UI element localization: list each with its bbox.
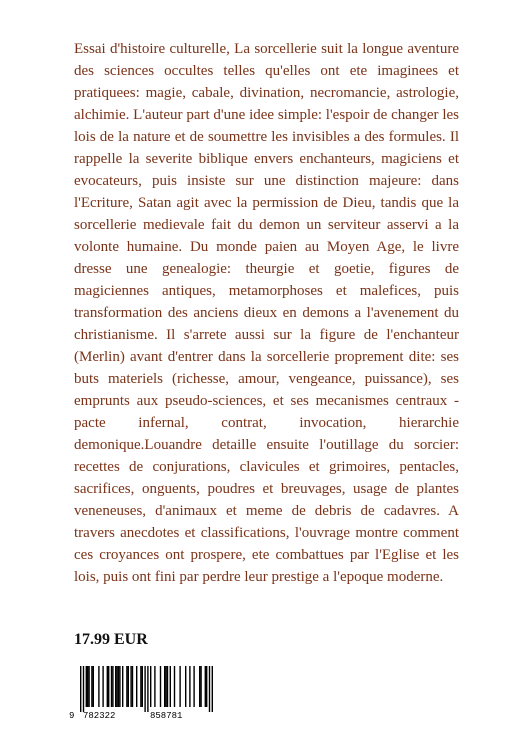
- barcode-bar: [164, 666, 165, 707]
- barcode-bar: [189, 666, 190, 707]
- barcode-bar: [122, 666, 123, 707]
- barcode-right-digits: 858781: [150, 711, 183, 720]
- barcode-bar: [185, 666, 186, 707]
- barcode-bar: [108, 666, 109, 707]
- barcode-left-digits: 782322: [83, 711, 116, 720]
- barcode-bar: [179, 666, 180, 707]
- barcode-bar: [165, 666, 166, 707]
- barcode-bar: [136, 666, 137, 707]
- barcode-bar: [111, 666, 112, 707]
- barcode-graphic: [66, 664, 226, 720]
- barcode-bar: [107, 666, 108, 707]
- barcode-bar: [115, 666, 116, 707]
- barcode-bar: [209, 666, 210, 712]
- barcode-bar: [206, 666, 207, 707]
- barcode-bar: [102, 666, 103, 707]
- barcode-bar: [193, 666, 194, 707]
- barcode-bar: [116, 666, 117, 707]
- barcode-bar: [199, 666, 200, 707]
- barcode-bar: [118, 666, 119, 707]
- barcode-bar: [98, 666, 99, 707]
- barcode-bar: [200, 666, 201, 707]
- barcode-bar: [83, 666, 84, 712]
- barcode-bar: [128, 666, 129, 707]
- barcode-bar: [150, 666, 151, 707]
- barcode-lead-digit: 9: [69, 711, 75, 720]
- barcode-bar: [112, 666, 113, 707]
- barcode-bar: [160, 666, 161, 707]
- barcode-bar: [87, 666, 88, 707]
- barcode-bar: [86, 666, 87, 707]
- barcode-bar: [126, 666, 127, 707]
- book-description: Essai d'histoire culturelle, La sorcellerie suit la longue aventure des sciences occultes telles qu'elles ont ete imaginees et pratiquees: magie, cabale, divination, necromancie, astrologie, alchimie. L'auteur part d'une idee simple: l'espoir de changer les lois de la nature et de soumettre les invisibles a des formules. Il rappelle la severite biblique envers enchanteurs, magiciens et evocateurs, puis insiste sur une distinction majeure: dans l'Ecriture, Satan agit avec la permission de Dieu, tandis que la sorcellerie medievale fait du demon un serviteur asservi a la volonte humaine. Du monde paien au Moyen Age, le livre dresse une genealogie: theurgie et goetie, figures de magiciennes antiques, metamorphoses et malefices, puis transformation des anciens dieux en demons a l'avenement du christianisme. Il s'arrete aussi sur la figure de l'enchanteur (Merlin) avant d'entrer dans la sorcellerie proprement dite: ses buts materiels (richesse, amour, vengeance, puissance), ses emprunts aux pseudo-sciences, et ses mecanismes centraux - pacte infernal, contrat, invocation, hierarchie demonique.Louandre detaille ensuite l'outillage du sorcier: recettes de conjurations, clavicules et grimoires, pentacles, sacrifices, onguents, poudres et breuvages, usage de plantes veneneuses, d'animaux et meme de debris de cadavres. A travers anecdotes et classifications, l'ouvrage montre comment ces croyances ont prospere, ete combattues par l'Eglise et les lois, puis ont fini par perdre leur prestige a l'epoque moderne.: [74, 41, 459, 585]
- barcode-bar: [147, 666, 148, 712]
- barcode-bar: [130, 666, 131, 707]
- barcode-bar: [205, 666, 206, 707]
- barcode-bar: [174, 666, 175, 707]
- barcode-bar: [170, 666, 171, 707]
- barcode-bar: [88, 666, 89, 707]
- barcode-bar: [140, 666, 141, 707]
- barcode-bar: [142, 666, 143, 707]
- barcode-bar: [212, 666, 213, 712]
- barcode-bar: [144, 666, 145, 712]
- barcode-bar: [132, 666, 133, 707]
- barcode-bar: [167, 666, 168, 707]
- barcode-bar: [119, 666, 120, 707]
- price-label: 17.99 EUR: [74, 631, 148, 648]
- barcode-bar: [80, 666, 81, 712]
- barcode-bar: [93, 666, 94, 707]
- barcode-bar: [91, 666, 92, 707]
- isbn-barcode: [66, 664, 226, 720]
- barcode-bar: [154, 666, 155, 707]
